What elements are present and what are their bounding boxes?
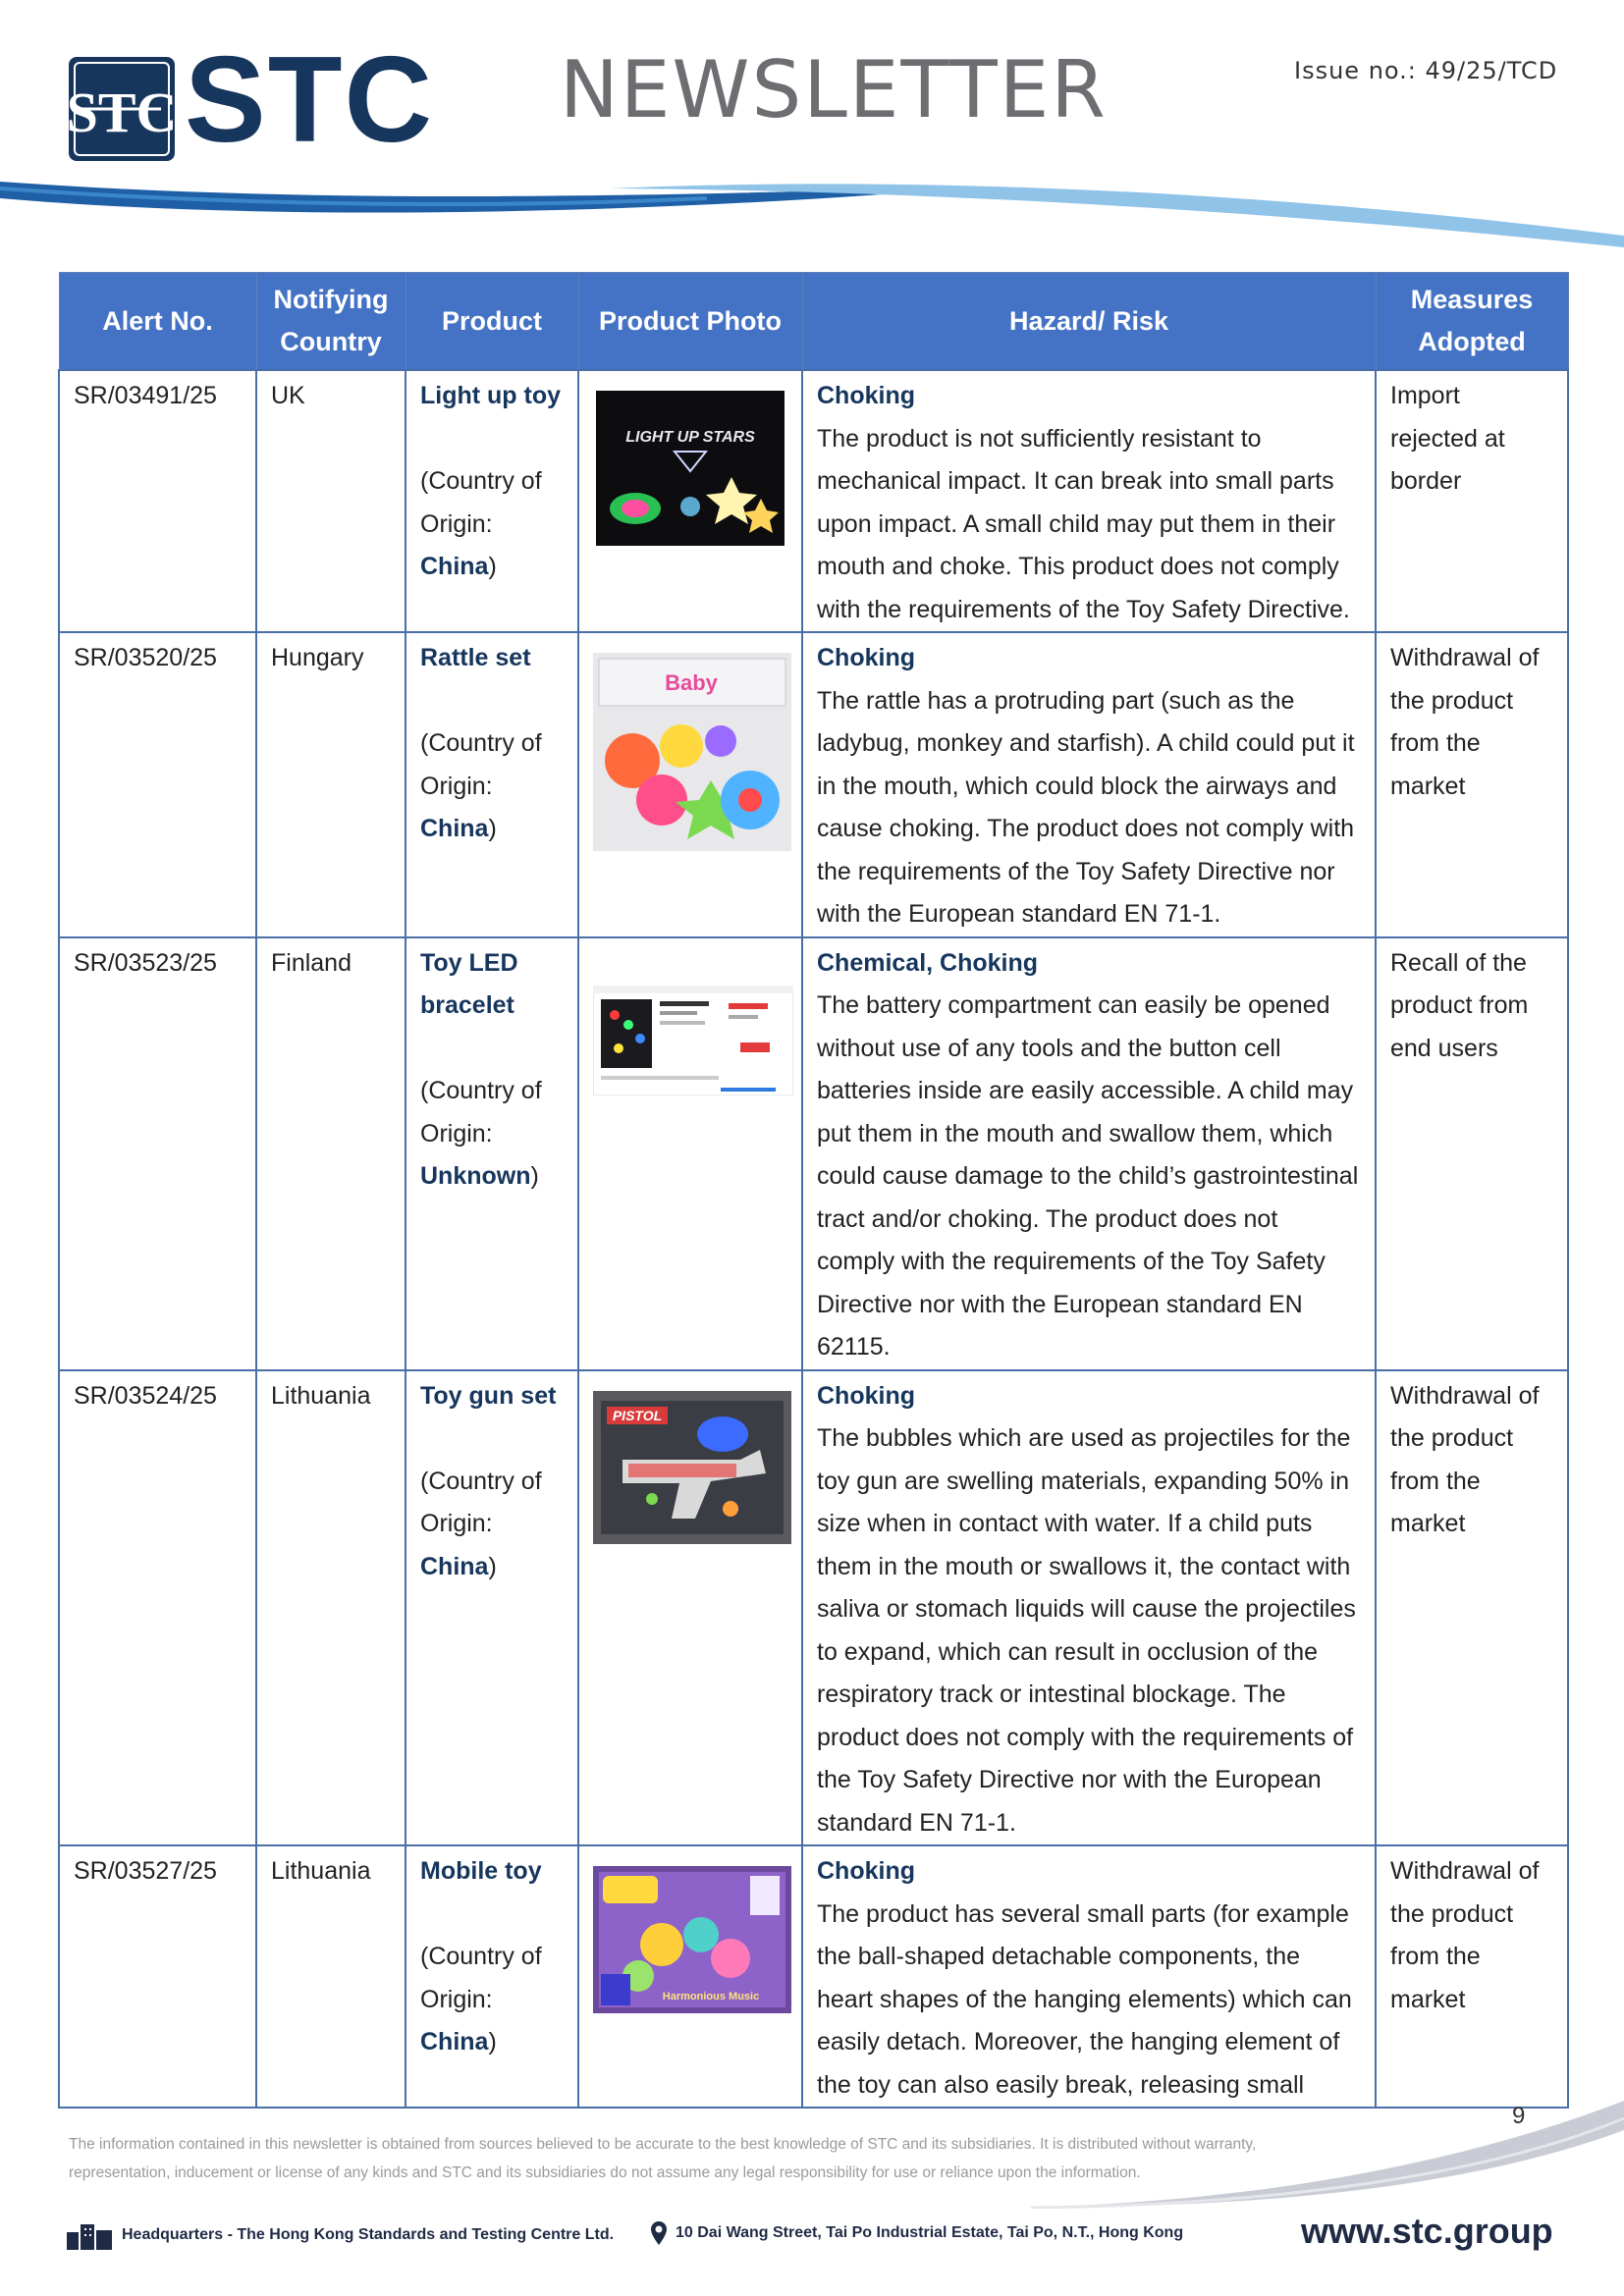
header-product: Product: [406, 273, 578, 371]
alert-number: SR/03520/25: [59, 632, 256, 937]
rattle-set-photo: [593, 653, 791, 851]
origin-label: (Country of: [420, 1077, 542, 1104]
product-cell: Toy gun set (Country of Origin: China): [406, 1370, 578, 1846]
stc-logo-mark: [67, 55, 177, 163]
hazard-title: Choking: [817, 382, 915, 409]
origin-country: China: [420, 815, 489, 842]
hazard-cell: [802, 632, 1376, 937]
hazard-title: Chemical, Choking: [817, 948, 1039, 977]
newsletter-title: NEWSLETTER: [560, 44, 1108, 135]
website-link[interactable]: www.stc.group: [1301, 2211, 1553, 2251]
address-line: [650, 2220, 1183, 2246]
address-text: 10 Dai Wang Street, Tai Po Industrial Estate, Tai Po, N.T., Hong Kong: [676, 2224, 1184, 2241]
notifying-country: Hungary: [256, 632, 406, 937]
hazard-description: The bubbles which are used as projectiles for the toy gun are swelling materials, expanding 50% in size when in contact with water. If a child puts them in the mouth or swallows it, the contact with saliva or stomach liquids will cause the projectiles to expand, which can result in occlusion of the respiratory track or intestinal blockage. The product does not comply with the requirements of the Toy Safety Directive nor with the European standard EN 71-1.: [817, 1424, 1356, 1837]
header-product-photo: Product Photo: [578, 273, 802, 371]
origin-country: Unknown: [420, 1162, 531, 1190]
header-swoosh: [0, 177, 1624, 265]
table-row: [59, 370, 1568, 632]
table-row: [59, 1845, 1568, 2108]
product-name: Mobile toy: [420, 1857, 542, 1885]
measures-adopted: Withdrawal of the product from the market: [1376, 1370, 1568, 1846]
measures-adopted: Recall of the product from end users: [1376, 937, 1568, 1370]
toy-gun-set-photo: [593, 1391, 791, 1544]
logo-wordmark: STC: [185, 32, 434, 168]
notifying-country: Finland: [256, 937, 406, 1370]
origin-country: China: [420, 2028, 489, 2056]
origin-country: China: [420, 1552, 489, 1580]
page-number: 9: [1512, 2103, 1526, 2129]
hazard-cell: [802, 1370, 1376, 1846]
photo-caption: PISTOL: [612, 1407, 663, 1423]
hazard-cell: [802, 370, 1376, 632]
location-pin-icon: [650, 2220, 668, 2246]
hazard-cell: [802, 1845, 1376, 2108]
hazard-title: Choking: [817, 1857, 915, 1885]
product-name: Light up toy: [420, 382, 562, 409]
origin-label: Origin:: [420, 1985, 493, 2013]
origin-label: (Country of: [420, 1943, 542, 1970]
hazard-title: Choking: [817, 644, 915, 671]
notifying-country: Lithuania: [256, 1845, 406, 2108]
origin-label: (Country of: [420, 729, 542, 757]
product-cell: Toy LED bracelet (Country of Origin: Unknown): [406, 937, 578, 1370]
photo-caption: Harmonious Music: [662, 1991, 760, 2002]
light-up-stars-photo: [596, 391, 785, 546]
header-hazard-risk: Hazard/ Risk: [802, 273, 1376, 371]
header-notifying-country: Notifying Country: [256, 273, 406, 371]
notifying-country: UK: [256, 370, 406, 632]
hazard-description: The product has several small parts (for example the ball-shaped detachable components, the heart shapes of the hanging elements) which can easily detach. Moreover, the hanging element of the toy can also easily break, releasing small: [817, 1899, 1352, 2099]
product-cell: Mobile toy (Country of Origin: China): [406, 1845, 578, 2108]
product-name: Rattle set: [420, 644, 531, 671]
hazard-cell: [802, 937, 1376, 1370]
origin-label: Origin:: [420, 772, 493, 800]
headquarters-line: [65, 2220, 614, 2250]
product-cell: Rattle set (Country of Origin: China): [406, 632, 578, 937]
product-photo-cell: [578, 632, 802, 937]
photo-caption: LIGHT UP STARS: [625, 429, 755, 446]
alert-number: SR/03523/25: [59, 937, 256, 1370]
header-measures-adopted: Measures Adopted: [1376, 273, 1568, 371]
issue-number: Issue no.: 49/25/TCD: [1294, 57, 1558, 84]
product-cell: Light up toy (Country of Origin: China): [406, 370, 578, 632]
origin-label: (Country of: [420, 1467, 542, 1495]
alert-number: SR/03491/25: [59, 370, 256, 632]
header-alert-no: Alert No.: [59, 273, 256, 371]
hazard-description: The rattle has a protruding part (such as the ladybug, monkey and starfish). A child could put it in the mouth, which could block the airways and cause choking. The product does not comply with the requirements of the Toy Safety Directive nor with the European standard EN 71-1.: [817, 686, 1355, 928]
origin-label: Origin:: [420, 509, 493, 538]
measures-adopted: Withdrawal of the product from the market: [1376, 632, 1568, 937]
mobile-toy-photo: [593, 1866, 791, 2013]
disclaimer-text: The information contained in this newsletter is obtained from sources believed to be accurate to the best knowledge of STC and its subsidiaries. It is distributed without warranty, representation, inducement or license of any kinds and STC and its subsidiaries do not assume any legal responsibility for use or reliance upon the information.: [69, 2136, 1257, 2181]
table-header-row: [59, 273, 1568, 371]
origin-label: Origin:: [420, 1119, 493, 1148]
product-name: Toy LED bracelet: [420, 948, 518, 1019]
product-name: Toy gun set: [420, 1381, 557, 1410]
origin-label: (Country of: [420, 467, 542, 495]
measures-adopted: Withdrawal of the product from the market: [1376, 1845, 1568, 2108]
hazard-description: The product is not sufficiently resistant to mechanical impact. It can break into small parts upon impact. A small child may put them in their mouth and choke. This product does not comply with the requirements of the Toy Safety Directive.: [817, 424, 1350, 623]
table-row: [59, 937, 1568, 1370]
notifying-country: Lithuania: [256, 1370, 406, 1846]
product-photo-cell: [578, 1370, 802, 1846]
logo-mark-text: STC: [67, 80, 177, 144]
headquarters-text: Headquarters - The Hong Kong Standards and Testing Centre Ltd.: [122, 2226, 615, 2243]
alert-number: SR/03524/25: [59, 1370, 256, 1846]
table-row: [59, 1370, 1568, 1846]
svg-text:Baby: Baby: [665, 670, 718, 695]
alerts-table: [58, 272, 1569, 2109]
table-row: [59, 632, 1568, 937]
origin-label: Origin:: [420, 1510, 493, 1537]
product-photo-cell: [578, 370, 802, 632]
hazard-title: Choking: [817, 1381, 915, 1410]
hazard-description: The battery compartment can easily be opened without use of any tools and the button cell batteries inside are easily accessible. A child may put them in the mouth and swallow them, which could cause damage to the child’s gastrointestinal tract and/or choking. The product does not comply with the requirements of the Toy Safety Directive nor with the European standard EN 62115.: [817, 991, 1359, 1361]
alert-number: SR/03527/25: [59, 1845, 256, 2108]
led-bracelet-webpage-photo: [593, 986, 793, 1095]
product-photo-cell: [578, 937, 802, 1370]
origin-country: China: [420, 553, 489, 580]
measures-adopted: Import rejected at border: [1376, 370, 1568, 632]
building-icon: [65, 2220, 114, 2250]
product-photo-cell: [578, 1845, 802, 2108]
